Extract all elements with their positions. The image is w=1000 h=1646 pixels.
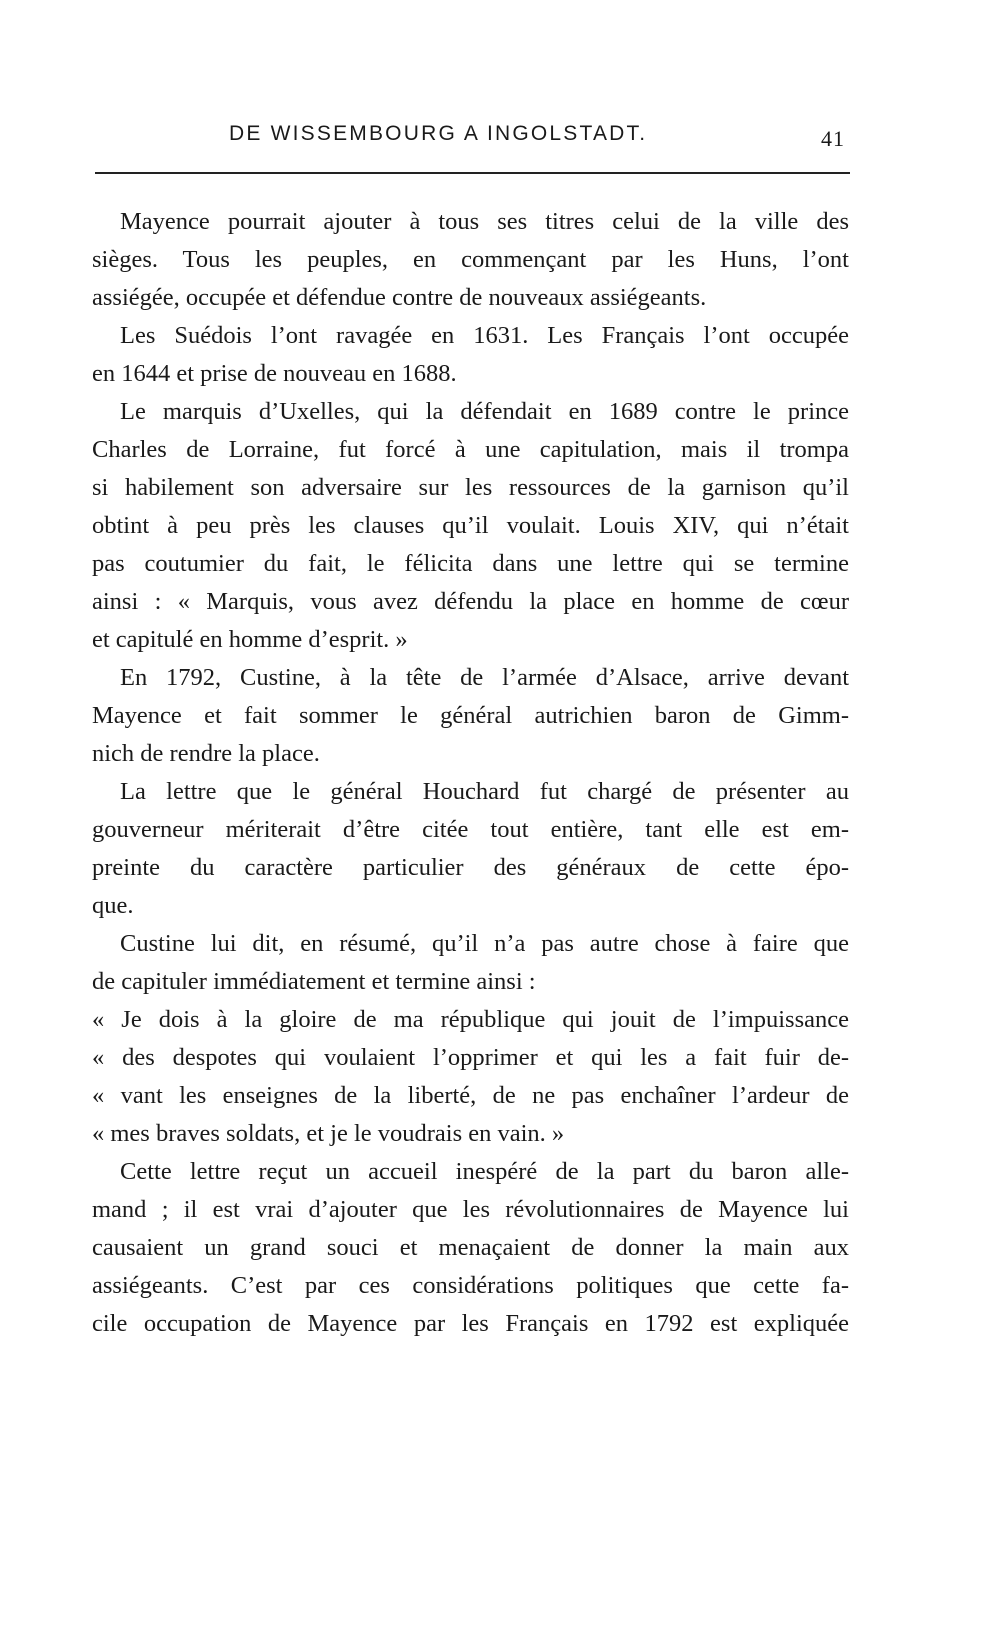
text-line: La lettre que le général Houchard fut chargé de présenter au — [120, 778, 849, 805]
text-line: ainsi : « Marquis, vous avez défendu la place en homme de cœur — [92, 588, 849, 615]
running-title: DE WISSEMBOURG A INGOLSTADT. — [229, 122, 648, 145]
text-line: gouverneur mériterait d’être citée tout entière, tant elle est em- — [92, 816, 849, 843]
text-line: Custine lui dit, en résumé, qu’il n’a pas autre chose à faire que — [120, 930, 849, 957]
text-line: nich de rendre la place. — [92, 740, 320, 767]
text-line: causaient un grand souci et menaçaient de donner la main aux — [92, 1234, 849, 1261]
text-line: assiégée, occupée et défendue contre de nouveaux assiégeants. — [92, 284, 707, 311]
text-line: « des despotes qui voulaient l’opprimer et qui les a fait fuir de- — [92, 1044, 849, 1071]
text-line: obtint à peu près les clauses qu’il voulait. Louis XIV, qui n’était — [92, 512, 849, 539]
text-line: « vant les enseignes de la liberté, de ne pas enchaîner l’ardeur de — [92, 1082, 849, 1109]
text-line: pas coutumier du fait, le félicita dans une lettre qui se termine — [92, 550, 849, 577]
text-line: Mayence pourrait ajouter à tous ses titres celui de la ville des — [120, 208, 849, 235]
text-line: sièges. Tous les peuples, en commençant par les Huns, l’ont — [92, 246, 849, 273]
text-line: que. — [92, 892, 134, 919]
body-text — [92, 203, 849, 1343]
header-rule — [95, 172, 850, 174]
running-head — [95, 122, 850, 162]
text-line: preinte du caractère particulier des généraux de cette épo- — [92, 854, 849, 881]
text-line: et capitulé en homme d’esprit. » — [92, 626, 408, 653]
text-line: Les Suédois l’ont ravagée en 1631. Les Français l’ont occupée — [120, 322, 849, 349]
text-line: assiégeants. C’est par ces considérations politiques que cette fa- — [92, 1272, 849, 1299]
text-line: en 1644 et prise de nouveau en 1688. — [92, 360, 457, 387]
text-line: « Je dois à la gloire de ma république qui jouit de l’impuissance — [92, 1006, 849, 1033]
text-line: « mes braves soldats, et je le voudrais en vain. » — [92, 1120, 565, 1147]
text-line: si habilement son adversaire sur les ressources de la garnison qu’il — [92, 474, 849, 501]
text-line: Le marquis d’Uxelles, qui la défendait en 1689 contre le prince — [120, 398, 849, 425]
text-line: mand ; il est vrai d’ajouter que les révolutionnaires de Mayence lui — [92, 1196, 849, 1223]
text-line: Cette lettre reçut un accueil inespéré de la part du baron alle- — [120, 1158, 849, 1185]
text-line: Mayence et fait sommer le général autrichien baron de Gimm- — [92, 702, 849, 729]
text-line: En 1792, Custine, à la tête de l’armée d’Alsace, arrive devant — [120, 664, 849, 691]
page-number: 41 — [821, 126, 845, 151]
text-line: Charles de Lorraine, fut forcé à une capitulation, mais il trompa — [92, 436, 849, 463]
text-line: cile occupation de Mayence par les Français en 1792 est expliquée — [92, 1310, 849, 1337]
text-line: de capituler immédiatement et termine ainsi : — [92, 968, 536, 995]
